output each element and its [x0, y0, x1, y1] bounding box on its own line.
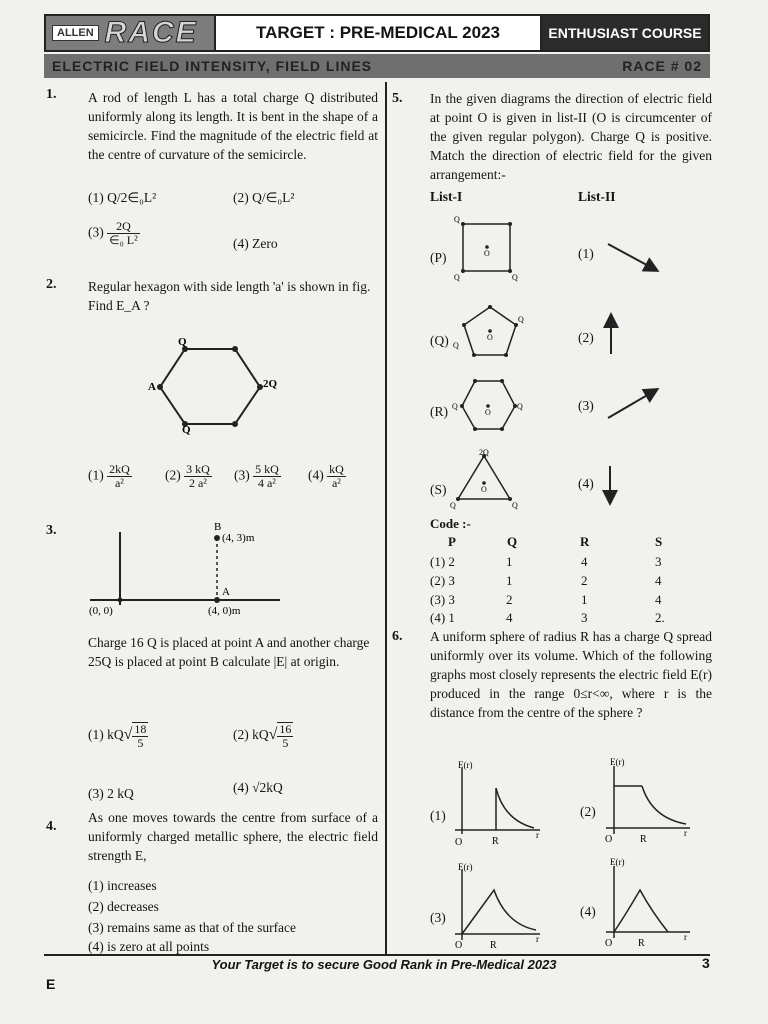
code-title: Code :-	[430, 516, 471, 531]
code-row-2: (2) 3	[430, 573, 455, 588]
graph-3-label: (3)	[430, 910, 446, 925]
list-2-heading: List-II	[578, 189, 616, 204]
list-1-heading: List-I	[430, 189, 463, 204]
svg-text:Q: Q	[517, 402, 523, 411]
svg-text:Q: Q	[453, 341, 459, 350]
q2-option-2: (2) $\frac{3 kQ}{\text{2 a²}}$	[165, 462, 210, 490]
svg-text:r: r	[536, 830, 539, 840]
q4-option-4: (4) is zero at all points	[88, 939, 210, 954]
graph-3	[452, 860, 552, 950]
q4-option-3: (3) remains same as that of the surface	[88, 920, 297, 935]
code-row-4: (4) 1	[430, 610, 455, 625]
origin-label: (0, 0)	[89, 605, 113, 617]
row-p-label: (P)	[430, 250, 447, 265]
svg-text:Q: Q	[512, 501, 518, 510]
q1-number: 1.	[46, 87, 57, 102]
svg-text:r: r	[684, 828, 687, 838]
svg-text:R: R	[638, 938, 645, 946]
hex-label-q-top: Q	[178, 336, 187, 348]
svg-text:r: r	[536, 934, 539, 944]
hex-label-q-bottom: Q	[182, 424, 191, 435]
graph-1-label: (1)	[430, 808, 446, 823]
point-a-coord: (4, 0)m	[208, 605, 241, 617]
q2-option-3: (3) $\frac{5 kQ}{\text{4 a²}}$	[234, 462, 279, 490]
svg-text:Q: Q	[518, 315, 524, 324]
graph-4	[600, 856, 700, 946]
svg-text:Q: Q	[450, 501, 456, 510]
race-number: RACE # 02	[622, 58, 702, 74]
svg-text:O: O	[605, 834, 613, 845]
point-b-coord: (4, 3)m	[222, 532, 255, 544]
svg-text:O: O	[487, 333, 493, 342]
direction-arrows	[600, 230, 670, 510]
svg-text:O: O	[455, 940, 463, 950]
svg-text:O: O	[605, 938, 613, 946]
svg-text:E(r): E(r)	[458, 760, 473, 770]
svg-text:O: O	[484, 249, 490, 258]
svg-text:O: O	[455, 837, 463, 848]
q4-text: As one moves towards the centre from surface of a uniformly charged metallic sphere, the electric field strength E,	[88, 810, 378, 863]
row-q-label: (Q)	[430, 333, 449, 348]
hex-label-a: A	[148, 381, 156, 393]
q4-option-2: (2) decreases	[88, 899, 159, 914]
arrow-up-right-icon	[608, 390, 656, 418]
point-b-label: B	[214, 521, 222, 533]
arrow-down-right-icon	[608, 244, 656, 270]
footer-rule	[44, 954, 710, 956]
svg-text:2Q: 2Q	[479, 448, 489, 457]
graph-4-label: (4)	[580, 904, 596, 919]
topic-title: ELECTRIC FIELD INTENSITY, FIELD LINES	[52, 58, 373, 74]
polygon-figures	[450, 213, 530, 513]
graph-2	[600, 756, 700, 846]
q3-option-2: (2) kQ√ $\frac{16}{5}$	[233, 722, 292, 750]
q5-number: 5.	[392, 91, 403, 106]
target-title: TARGET : PRE-MEDICAL 2023	[216, 16, 542, 50]
hex-label-2q: 2Q	[263, 378, 278, 390]
svg-text:E(r): E(r)	[458, 862, 473, 872]
graph-2-label: (2)	[580, 804, 596, 819]
point-a-label: A	[222, 586, 230, 598]
svg-text:Q: Q	[454, 215, 460, 224]
q3-option-4: (4) √2kQ	[233, 780, 283, 795]
q3-option-1: (1) kQ√ $\frac{18}{5}$	[88, 722, 147, 750]
q4-option-1: (1) increases	[88, 878, 157, 893]
svg-text:E(r): E(r)	[610, 857, 625, 867]
svg-text:Q: Q	[454, 273, 460, 282]
dir-label-1: (1)	[578, 246, 594, 261]
q1-text: A rod of length L has a total charge Q distributed uniformly along its length. It is bent in the shape of a semicircle. Find the magnitude of the electric field at the centre of curvature of the semicircle.	[88, 90, 378, 162]
coordinate-figure	[85, 518, 285, 618]
dir-label-3: (3)	[578, 398, 594, 413]
page-header	[44, 14, 710, 52]
q3-text: Charge 16 Q is placed at point A and another charge 25Q is placed at point B calculate |E| at origin.	[88, 635, 370, 669]
q2-option-1: (1) $\frac{2kQ}{\text{a²}}$	[88, 462, 130, 490]
footer-letter: E	[46, 976, 56, 992]
svg-text:r: r	[684, 932, 687, 942]
topic-band	[44, 54, 710, 78]
code-row-3: (3) 3	[430, 592, 455, 607]
hexagon-figure	[140, 335, 300, 435]
q3-number: 3.	[46, 523, 57, 538]
svg-text:O: O	[481, 485, 487, 494]
svg-text:Q: Q	[512, 273, 518, 282]
race-logo-text: RACE	[104, 16, 198, 49]
dir-label-2: (2)	[578, 330, 594, 345]
row-s-label: (S)	[430, 482, 447, 497]
course-badge: ENTHUSIAST COURSE	[542, 16, 708, 50]
race-logo	[46, 16, 216, 50]
q1-option-4: (4) Zero	[233, 236, 278, 251]
q1-option-1: (1) Q/2∈₀L²	[88, 190, 157, 205]
footer-tagline: Your Target is to secure Good Rank in Pre-Medical 2023	[211, 957, 557, 972]
dir-label-4: (4)	[578, 476, 594, 491]
q5-text: In the given diagrams the direction of electric field at point O is given in list-II (O is circumcenter of the given regular polygon). Charge Q is positive. Match the direction of electric field for the given arrangement:-	[430, 91, 712, 182]
q3-option-3: (3) 2 kQ	[88, 786, 134, 801]
q2-number: 2.	[46, 277, 57, 292]
row-r-label: (R)	[430, 404, 448, 419]
svg-text:Q: Q	[452, 402, 458, 411]
q2-option-4: (4) $\frac{kQ}{\text{a²}}$	[308, 462, 344, 490]
q1-option-3: (3) $\frac{2Q}{\text{∈₀ L²}}$	[88, 219, 138, 247]
q1-option-2: (2) Q/∈₀L²	[233, 190, 295, 205]
allen-logo: ALLEN	[52, 25, 99, 41]
svg-text:R: R	[640, 834, 647, 845]
column-divider	[385, 82, 387, 954]
svg-text:E(r): E(r)	[610, 757, 625, 767]
page-number: 3	[702, 955, 710, 971]
q6-number: 6.	[392, 629, 403, 644]
graph-1	[452, 758, 552, 848]
q6-text: A uniform sphere of radius R has a charge Q spread uniformly over its volume. Which of the following graphs most closely represents the electric field E(r) produced in the range 0≤r<∞, where r is the distance from the centre of the sphere ?	[430, 629, 712, 720]
svg-text:O: O	[485, 408, 491, 417]
svg-text:R: R	[490, 940, 497, 950]
q2-text: Regular hexagon with side length 'a' is shown in fig. Find E_A ?	[88, 279, 371, 313]
q4-number: 4.	[46, 819, 57, 834]
code-row-1: (1) 2	[430, 554, 455, 569]
svg-text:R: R	[492, 836, 499, 847]
